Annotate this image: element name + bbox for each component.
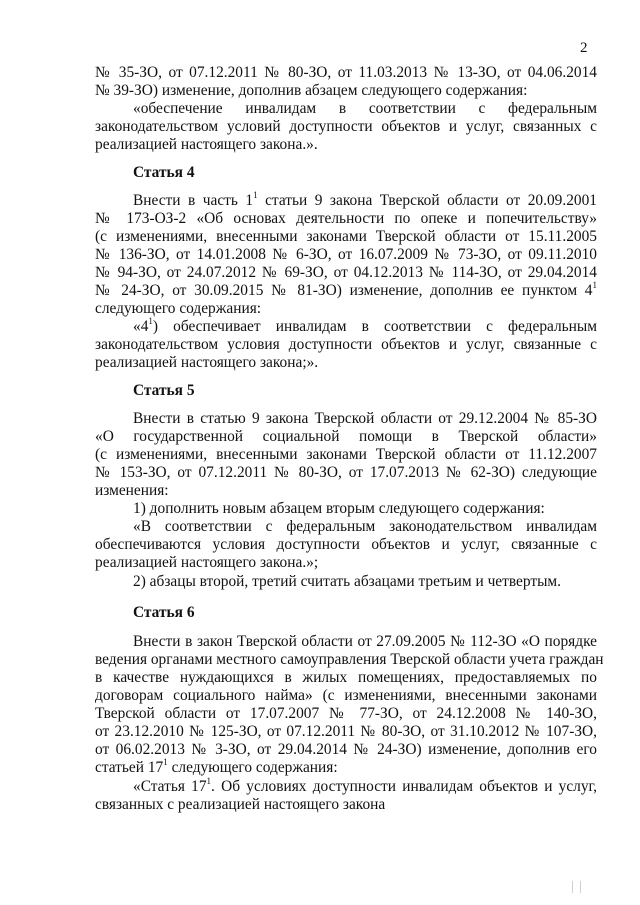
article-5-line-8: обеспечиваются условия доступности объектов и услуг, связанные с (95, 536, 597, 553)
article-5-line-7: «В соответствии с федеральным законодательством инвалидам (133, 518, 597, 535)
article-5-line-4: № 153-ЗО, от 07.12.2011 № 80-ЗО, от 17.07.2013 № 62-ЗО) следующие (95, 464, 597, 481)
scan-mark (580, 881, 581, 893)
article-6-line-7: от 06.02.2013 № 3-ЗО, от 29.04.2014 № 24-ЗО) изменение, дополнив его (95, 741, 597, 758)
article-4-line-9: законодательством условия доступности объектов и услуг, связанные с (95, 336, 597, 353)
article-6-line-8: статьей $17^1$ следующего содержания: (95, 756, 338, 776)
intro-line-3: «обеспечение инвалидам в соответствии с федеральным (133, 100, 597, 117)
article-6-line-6: от 23.12.2010 № 125-ЗО, от 07.12.2011 № 80-ЗО, от 31.10.2012 № 107-ЗО, (95, 723, 597, 740)
intro-line-1: № 35-ЗО, от 07.12.2011 № 80-ЗО, от 11.03.2013 № 13-ЗО, от 04.06.2014 (95, 64, 597, 81)
article-4-line-2: № 173-ОЗ-2 «Об основах деятельности по опеке и попечительству» (95, 210, 597, 227)
page-number: 2 (580, 40, 588, 56)
article-4-line-6: № 24-ЗО, от 30.09.2015 № 81-ЗО) изменение, дополнив ее пунктом $4^1$ (95, 279, 597, 299)
article-5-line-3: (с изменениями, внесенными законами Тверской области от 11.12.2007 (95, 446, 597, 463)
article-5-line-9: реализацией настоящего закона.»; (95, 554, 319, 571)
article-6-line-5: Тверской области от 17.07.2007 № 77-ЗО, от 24.12.2008 № 140-ЗО, (95, 705, 597, 722)
article-4-heading: Статья 4 (133, 164, 195, 181)
article-5-line-5: изменения: (95, 482, 169, 499)
article-6-line-10: связанных с реализацией настоящего закона (95, 796, 386, 813)
scan-mark (572, 881, 573, 893)
article-4-line-8: «$4^1$) обеспечивает инвалидам в соответствии с федеральным (133, 315, 597, 335)
article-5-line-1: Внести в статью 9 закона Тверской области от 29.12.2004 № 85-ЗО (133, 410, 597, 427)
article-4-line-5: № 94-ЗО, от 24.07.2012 № 69-ЗО, от 04.12.2013 № 114-ЗО, от 29.04.2014 (95, 264, 597, 281)
article-5-line-6: 1) дополнить новым абзацем вторым следующего содержания: (133, 500, 545, 517)
article-4-line-7: следующего содержания: (95, 300, 262, 317)
article-6-line-3: в качестве нуждающихся в жилых помещениях, предоставляемых по (95, 669, 597, 686)
article-5-heading: Статья 5 (133, 382, 195, 399)
intro-line-4: законодательством условий доступности объектов и услуг, связанных с (95, 118, 597, 135)
article-4-line-3: (с изменениями, внесенными законами Тверской области от 15.11.2005 (95, 228, 597, 245)
article-6-line-9: «Статья $17^1$. Об условиях доступности инвалидам объектов и услуг, (133, 775, 597, 795)
article-4-line-4: № 136-ЗО, от 14.01.2008 № 6-ЗО, от 16.07.2009 № 73-ЗО, от 09.11.2010 (95, 246, 597, 263)
article-5-line-2: «О государственной социальной помощи в Тверской области» (95, 428, 597, 445)
article-4-line-10: реализацией настоящего закона;». (95, 354, 319, 371)
article-4-line-1: Внести в часть $1^1$ статьи 9 закона Тверской области от 20.09.2001 (133, 189, 597, 209)
intro-line-2: № 39-ЗО) изменение, дополнив абзацем следующего содержания: (95, 82, 528, 99)
intro-line-5: реализацией настоящего закона.». (95, 136, 318, 153)
article-5-line-10: 2) абзацы второй, третий считать абзацами третьим и четвертым. (133, 573, 562, 590)
article-6-line-4: договорам социального найма» (с изменениями, внесенными законами (95, 687, 597, 704)
article-6-heading: Статья 6 (133, 604, 195, 621)
article-6-line-2: ведения органами местного самоуправления Тверской области учета граждан (95, 651, 604, 668)
article-6-line-1: Внести в закон Тверской области от 27.09.2005 № 112-ЗО «О порядке (133, 633, 597, 650)
